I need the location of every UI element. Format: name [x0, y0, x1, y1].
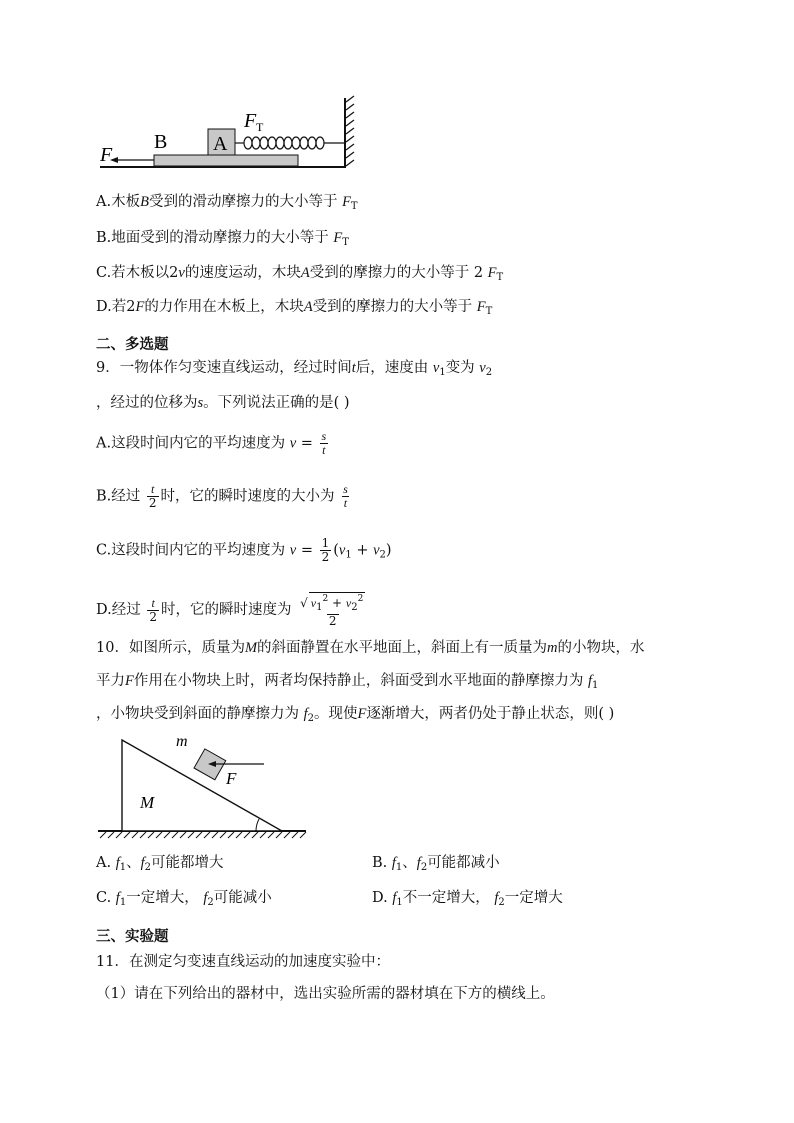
- q9-option-c: C.这段时间内它的平均速度为 v = $\frac{1}{2}$ $(v_1 + v_2)$: [96, 536, 392, 564]
- q10-option-b: B. $f_1$、$f_2$可能都减小: [372, 855, 500, 873]
- figure-board-block-spring: [96, 94, 366, 174]
- q9-option-a: A.这段时间内它的平均速度为 v = $\frac{s}{t}$: [96, 429, 327, 457]
- q10-option-c: C. $f_1$一定增大， $f_2$可能减小: [96, 890, 272, 908]
- q9-stem-line1: 9．一物体作匀变速直线运动，经过时间t后，速度由 $v_1$变为 $v_2$: [96, 360, 493, 378]
- section-multiple-choice-heading: 二、多选题: [96, 337, 169, 353]
- q10-stem-line3: ，小物块受到斜面的静摩擦力为 $f_2$。现使F逐渐增大，两者仍处于静止状态，则( ): [96, 706, 615, 724]
- label-f-incline: F: [226, 769, 237, 788]
- q8-option-a: A.木板B受到的滑动摩擦力的大小等于 $F_T$: [96, 194, 358, 212]
- label-ft: F: [244, 110, 257, 132]
- label-a: A: [213, 133, 228, 155]
- q11-stem: 11．在测定匀变速直线运动的加速度实验中：: [96, 954, 390, 970]
- q9-option-d: D.经过 $\frac{t}{2}$ 时，它的瞬时速度为 $\frac{√ v_1^2 + v_2^2}{2}$: [96, 594, 364, 628]
- q10-stem-line1: 10．如图所示，质量为M的斜面静置在水平地面上，斜面上有一质量为m的小物块，水: [96, 640, 645, 656]
- label-m-large: M: [140, 793, 155, 812]
- board-b: [154, 155, 298, 166]
- q10-stem-line2: 平力F作用在小物块上时，两者均保持静止，斜面受到水平地面的静摩擦力为 $f_1$: [96, 673, 599, 691]
- label-b: B: [154, 131, 168, 153]
- q10-option-a: A. $f_1$、$f_2$可能都增大: [96, 855, 224, 873]
- q8-option-d: D.若2F的力作用在木板上，木块A受到的摩擦力的大小等于 $F_T$: [96, 299, 493, 317]
- spring: [235, 137, 345, 149]
- figure-incline: [96, 734, 312, 842]
- q9-option-b: B.经过 $\frac{t}{2}$ 时，它的瞬时速度的大小为 $\frac{s}{t}$: [96, 482, 348, 510]
- q8-option-b: B.地面受到的滑动摩擦力的大小等于 $F_T$: [96, 230, 349, 248]
- q9-stem-line2: ，经过的位移为s。下列说法正确的是( ): [96, 395, 350, 411]
- section-experiment-heading: 三、实验题: [96, 929, 169, 945]
- label-ft-sub: T: [256, 120, 264, 134]
- label-m-small: m: [176, 734, 188, 750]
- q8-option-c: C.若木板以2v的速度运动，木块A受到的摩擦力的大小等于 2 $F_T$: [96, 265, 504, 283]
- q10-option-d: D. $f_1$不一定增大， $f_2$一定增大: [372, 890, 563, 908]
- label-f: F: [100, 144, 113, 166]
- q11-subquestion-1: （1）请在下列给出的器材中，选出实验所需的器材填在下方的横线上。: [96, 986, 555, 1002]
